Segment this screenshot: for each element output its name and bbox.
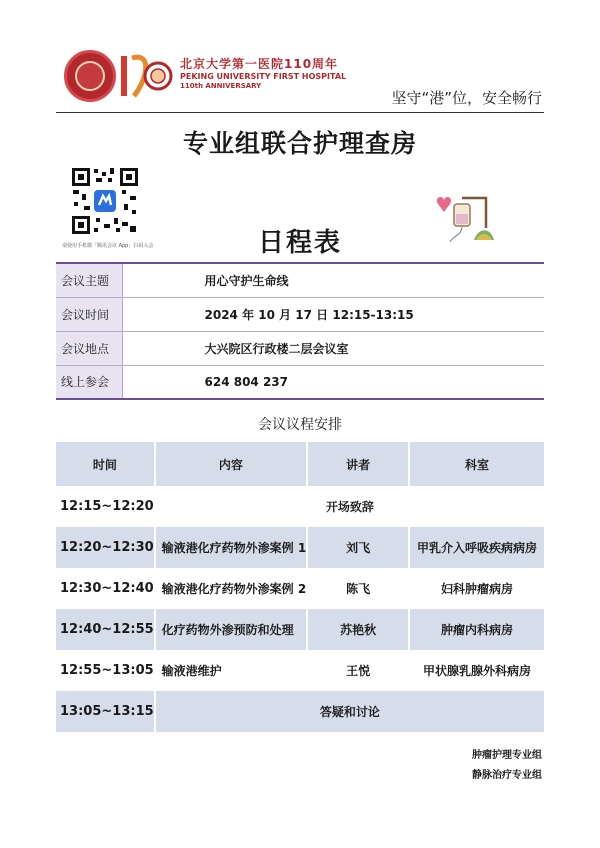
agenda-content: 化疗药物外渗预防和处理	[154, 609, 307, 650]
info-label: 会议时间	[56, 297, 122, 331]
anniversary-110-logo	[118, 48, 174, 104]
agenda-speaker: 陈飞	[346, 582, 371, 596]
agenda-department: 肿瘤内科病房	[408, 609, 544, 650]
agenda-content: 输液港化疗药物外渗案例 2	[161, 582, 307, 596]
agenda-content: 输液港维护	[161, 664, 222, 678]
agenda-time: 13:05~13:15	[56, 691, 154, 732]
info-value: 2024 年 10 月 17 日 12:15-13:15	[122, 297, 544, 331]
agenda-session: 答疑和讨论	[154, 691, 544, 732]
agenda-time: 12:20~12:30	[56, 527, 154, 568]
info-label: 线上参会	[56, 365, 122, 399]
agenda-speaker: 苏艳秋	[306, 609, 408, 650]
column-header-department: 科室	[408, 442, 544, 486]
qr-caption: 请使用手机微「腾讯会议 App」扫码入会	[62, 243, 154, 249]
agenda-session: 开场致辞	[325, 500, 374, 514]
agenda-row	[56, 609, 544, 650]
column-header-content: 内容	[154, 442, 307, 486]
organizer-iv-therapy: 静脉治疗专业组	[472, 770, 542, 781]
hospital-name-en: PEKING UNIVERSITY FIRST HOSPITAL	[180, 72, 347, 81]
info-row-online	[56, 365, 544, 399]
info-value: 用心守护生命线	[122, 263, 544, 297]
agenda-row	[56, 691, 544, 732]
anniversary-label: 110th ANNIVERSARY	[180, 82, 262, 90]
agenda-time: 12:30~12:40	[60, 581, 154, 596]
info-value: 大兴院区行政楼二层会议室	[122, 331, 544, 365]
agenda-speaker: 刘飞	[306, 527, 408, 568]
agenda-department: 甲乳介入呼吸疾病病房	[408, 527, 544, 568]
hospital-seal-logo	[64, 50, 116, 102]
agenda-row	[56, 568, 544, 609]
schedule-heading: 日程表	[257, 228, 342, 258]
column-header-speaker: 讲者	[306, 442, 408, 486]
agenda-header-row	[56, 442, 544, 486]
column-header-time: 时间	[56, 442, 154, 486]
agenda-time: 12:55~13:05	[60, 663, 154, 678]
agenda-department: 妇科肿瘤病房	[441, 582, 514, 596]
header-divider	[56, 112, 544, 113]
meeting-id[interactable]: 624 804 237	[122, 365, 544, 399]
page-title: 专业组联合护理查房	[182, 129, 417, 158]
agenda-row	[56, 527, 544, 568]
agenda-department: 甲状腺乳腺外科病房	[423, 664, 532, 678]
agenda-content: 输液港化疗药物外渗案例 1	[154, 527, 307, 568]
agenda-row	[56, 486, 544, 527]
slogan: 坚守“港”位，安全畅行	[391, 89, 542, 107]
agenda-time: 12:40~12:55	[56, 609, 154, 650]
info-row-topic	[56, 263, 544, 297]
organizer-oncology-nursing: 肿瘤护理专业组	[472, 750, 542, 761]
agenda-time: 12:15~12:20	[60, 499, 154, 514]
agenda-row	[56, 650, 544, 691]
info-row-time	[56, 297, 544, 331]
agenda-heading: 会议议程安排	[258, 417, 342, 433]
agenda-table	[56, 442, 544, 732]
meeting-info-table	[56, 262, 544, 400]
info-label: 会议主题	[56, 263, 122, 297]
agenda-speaker: 王悦	[346, 664, 371, 678]
info-row-location	[56, 331, 544, 365]
hospital-name-cn: 北京大学第一医院110周年	[180, 57, 339, 71]
info-label: 会议地点	[56, 331, 122, 365]
document-header	[0, 0, 600, 120]
